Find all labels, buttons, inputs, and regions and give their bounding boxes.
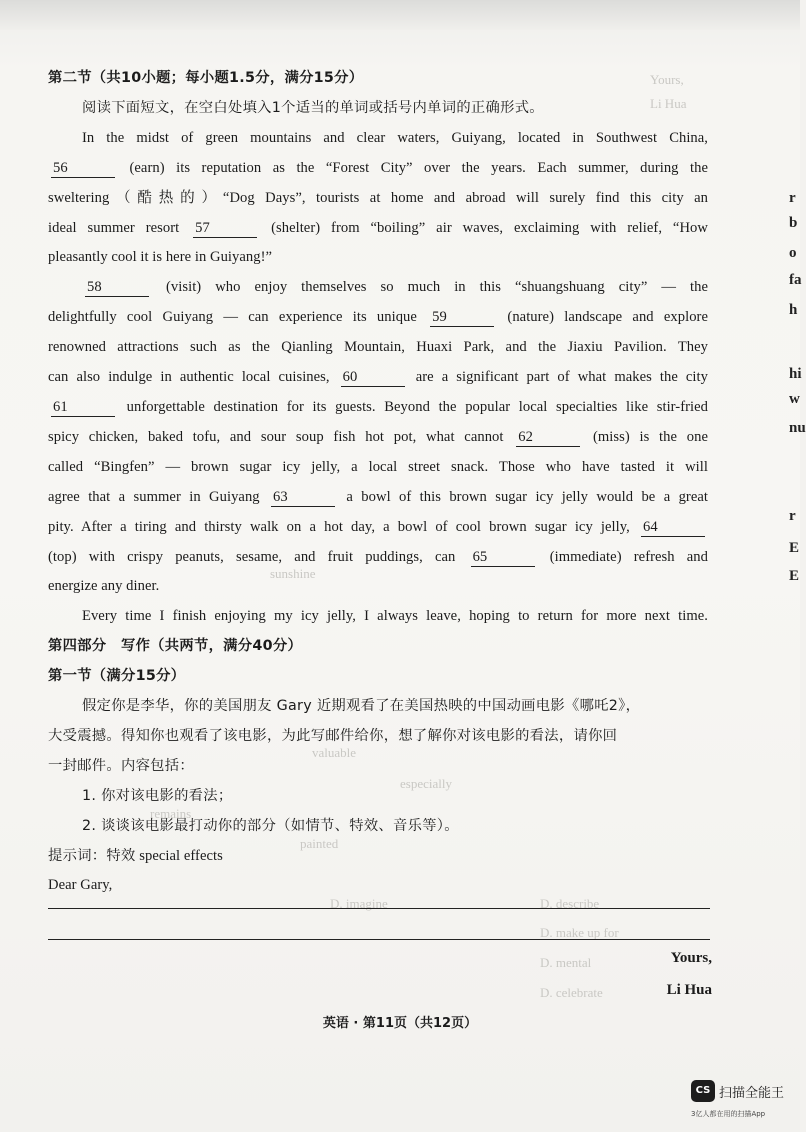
passage-line: (top) with crispy peanuts, sesame, and fruit puddings, can 65 (immediate) refresh and [48,548,709,565]
prompt-line: 一封邮件。内容包括： [48,757,194,774]
passage-line: called “Bingfen” — brown sugar icy jelly, a local street snack. Those who have tasted it will [48,458,708,475]
ghost-text: Yours, [650,72,684,87]
instructions: 阅读下面短文，在空白处填入1个适当的单词或括号内单词的正确形式。 [82,99,544,116]
ghost-text: D. describe [540,896,600,911]
passage-line: In the midst of green mountains and clear waters, Guiyang, located in Southwest China, [82,129,708,146]
ghost-text: sunshine [270,566,316,581]
blank-57[interactable]: 57 [193,219,257,238]
section2-title: 第二节（共10小题；每小题1.5分，满分15分） [48,70,364,86]
greeting: Dear Gary, [48,877,113,894]
ghost-text: D. make up for [540,925,619,940]
prompt-point-2: 2. 谈谈该电影最打动你的部分（如情节、特效、音乐等）。 [82,817,459,834]
blank-62[interactable]: 62 [516,428,580,447]
part4-title: 第四部分 写作（共两节，满分40分） [48,638,303,655]
closing: Yours, [670,950,712,966]
ghost-text: Li Hua [650,96,687,111]
blank-58[interactable]: 58 [85,278,149,297]
passage-line: spicy chicken, baked tofu, and sour soup fish hot pot, what cannot 62 (miss) is the one [48,428,708,445]
page-footer: 英语 · 第11页（共12页） [322,1016,478,1031]
signature: Li Hua [666,982,712,998]
ghost-text: D. imagine [330,896,388,911]
blank-60[interactable]: 60 [341,368,405,387]
ghost-text: valuable [312,745,357,760]
passage-line: sweltering（酷热的）“Dog Days”, tourists at home and abroad will surely find this city an [48,189,708,206]
passage-line: pity. After a tiring and thirsty walk on a hot day, a bowl of cool brown sugar icy jelly, 64 [48,513,708,543]
passage-line: delightfully cool Guiyang — can experience its unique 59 (nature) landscape and explore [48,309,708,326]
passage-line: pleasantly cool it is here in Guiyang!” [48,249,273,266]
passage-line: can also indulge in authentic local cuisines, 60 are a significant part of what makes the city [48,369,708,386]
blank-59[interactable]: 59 [430,308,494,327]
blank-61[interactable]: 61 [51,398,115,417]
blank-64[interactable]: 64 [641,518,705,537]
ghost-text: remains [150,806,192,821]
passage-line: 61 unforgettable destination for its guests. Beyond the popular local specialties like stir-fried [53,398,709,415]
blank-63[interactable]: 63 [271,488,335,507]
scan-top-band [0,0,800,30]
ghost-text: D. celebrate [540,985,603,1000]
writing-line[interactable] [48,939,710,940]
camscanner-icon: CS [691,1080,715,1102]
passage-line: renowned attractions such as the Qianling Mountain, Huaxi Park, and the Jiaxiu Pavilion. They [48,339,708,356]
scanner-tagline: 3亿人都在用的扫描App [691,1110,766,1118]
main-content [48,64,708,901]
prompt-point-1: 1. 你对该电影的看法； [82,787,233,804]
passage-line: ideal summer resort 57 (shelter) from “boiling” air waves, exclaiming with relief, “How [48,219,708,236]
blank-56[interactable]: 56 [51,159,115,178]
ghost-text: painted [300,836,339,851]
hint-line: 提示词：特效 special effects [48,847,223,864]
adjacent-page-edge: r b o fa h hi w nu r E E [789,190,806,584]
writing-line[interactable] [48,908,710,909]
passage-line: Every time I finish enjoying my icy jelly, I always leave, hoping to return for more next time. [82,608,708,625]
ghost-text: D. mental [540,955,592,970]
blank-65[interactable]: 65 [471,548,535,567]
ghost-text: especially [400,776,452,791]
scanner-name: 扫描全能王 [719,1086,785,1101]
passage-line: 56 (earn) its reputation as the “Forest City” over the years. Each summer, during the [53,159,708,176]
section1-title: 第一节（满分15分） [48,668,186,685]
prompt-line: 假定你是李华，你的美国朋友 Gary 近期观看了在美国热映的中国动画电影《哪吒2》， [82,698,641,715]
passage-line: agree that a summer in Guiyang 63 a bowl of this brown sugar icy jelly would be a great [48,488,708,505]
prompt-line: 大受震撼。得知你也观看了该电影，为此写邮件给你，想了解你对该电影的看法，请你回 [48,727,618,744]
passage-line: energize any diner. [48,578,160,595]
scanner-watermark [691,1078,791,1124]
passage-line: 58 (visit) who enjoy themselves so much in this “shuangshuang city” — the [87,279,708,296]
